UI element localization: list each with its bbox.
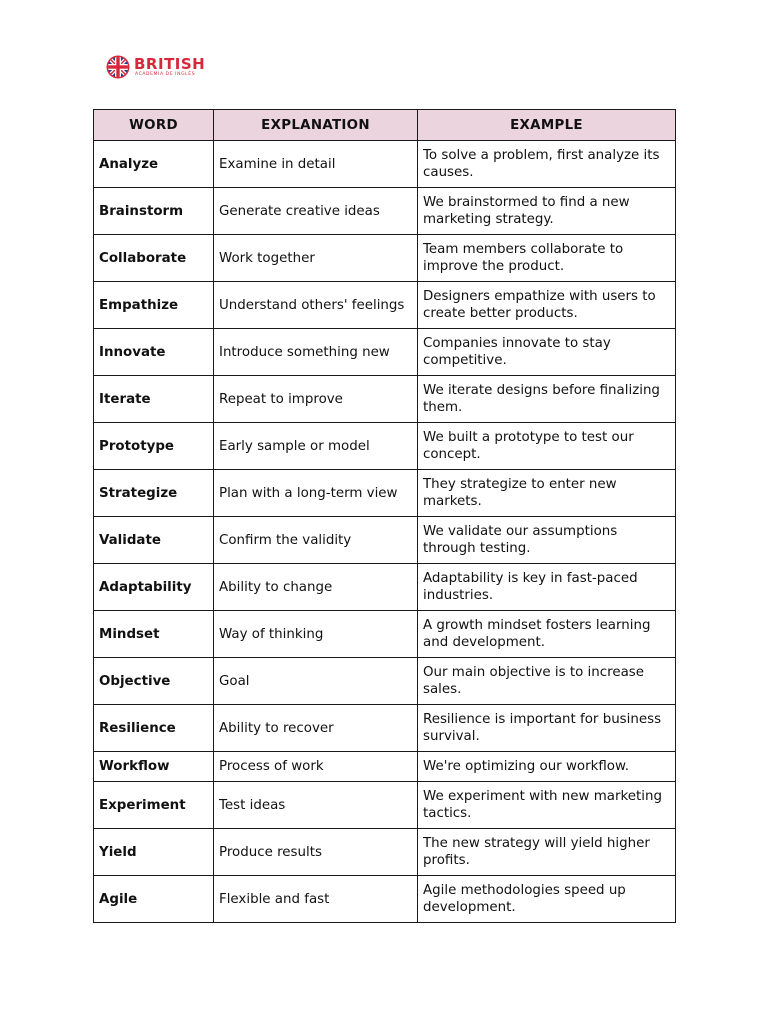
header-explanation: EXPLANATION <box>214 110 418 141</box>
table-row <box>94 282 676 329</box>
table-row <box>94 829 676 876</box>
explanation-cell: Understand others' feelings <box>214 282 418 329</box>
logo-tagline: ACADEMIA DE INGLÉS <box>135 71 196 77</box>
logo-text <box>134 54 206 78</box>
word-cell: Adaptability <box>94 564 214 611</box>
example-cell: We validate our assumptions through testing. <box>418 517 676 564</box>
table-row <box>94 329 676 376</box>
explanation-cell: Early sample or model <box>214 423 418 470</box>
explanation-cell: Work together <box>214 235 418 282</box>
word-cell: Prototype <box>94 423 214 470</box>
example-cell: Team members collaborate to improve the product. <box>418 235 676 282</box>
word-cell: Agile <box>94 876 214 923</box>
table-row <box>94 376 676 423</box>
explanation-cell: Flexible and fast <box>214 876 418 923</box>
explanation-cell: Repeat to improve <box>214 376 418 423</box>
word-cell: Analyze <box>94 141 214 188</box>
uk-flag-icon <box>106 55 130 79</box>
word-cell: Validate <box>94 517 214 564</box>
table-row <box>94 423 676 470</box>
table-row <box>94 188 676 235</box>
example-cell: A growth mindset fosters learning and development. <box>418 611 676 658</box>
header-word: WORD <box>94 110 214 141</box>
table-row <box>94 658 676 705</box>
explanation-cell: Goal <box>214 658 418 705</box>
example-cell: To solve a problem, first analyze its causes. <box>418 141 676 188</box>
explanation-cell: Plan with a long-term view <box>214 470 418 517</box>
example-cell: The new strategy will yield higher profits. <box>418 829 676 876</box>
word-cell: Iterate <box>94 376 214 423</box>
word-cell: Objective <box>94 658 214 705</box>
table-row <box>94 564 676 611</box>
table-row <box>94 470 676 517</box>
word-cell: Resilience <box>94 705 214 752</box>
table-row <box>94 782 676 829</box>
vocabulary-table <box>93 109 676 923</box>
word-cell: Experiment <box>94 782 214 829</box>
table-header-row <box>94 110 676 141</box>
example-cell: Companies innovate to stay competitive. <box>418 329 676 376</box>
example-cell: We're optimizing our workflow. <box>418 752 676 782</box>
word-cell: Strategize <box>94 470 214 517</box>
explanation-cell: Examine in detail <box>214 141 418 188</box>
word-cell: Brainstorm <box>94 188 214 235</box>
word-cell: Innovate <box>94 329 214 376</box>
word-cell: Workflow <box>94 752 214 782</box>
table-row <box>94 752 676 782</box>
word-cell: Collaborate <box>94 235 214 282</box>
word-cell: Empathize <box>94 282 214 329</box>
word-cell: Mindset <box>94 611 214 658</box>
header-example: EXAMPLE <box>418 110 676 141</box>
example-cell: We built a prototype to test our concept. <box>418 423 676 470</box>
explanation-cell: Process of work <box>214 752 418 782</box>
example-cell: Designers empathize with users to create better products. <box>418 282 676 329</box>
explanation-cell: Way of thinking <box>214 611 418 658</box>
explanation-cell: Ability to change <box>214 564 418 611</box>
word-cell: Yield <box>94 829 214 876</box>
table-row <box>94 611 676 658</box>
explanation-cell: Generate creative ideas <box>214 188 418 235</box>
explanation-cell: Ability to recover <box>214 705 418 752</box>
example-cell: Resilience is important for business survival. <box>418 705 676 752</box>
example-cell: Our main objective is to increase sales. <box>418 658 676 705</box>
table-row <box>94 876 676 923</box>
explanation-cell: Produce results <box>214 829 418 876</box>
table-row <box>94 517 676 564</box>
table-row <box>94 141 676 188</box>
example-cell: They strategize to enter new markets. <box>418 470 676 517</box>
table-row <box>94 235 676 282</box>
brand-logo <box>106 53 205 81</box>
example-cell: We brainstormed to find a new marketing strategy. <box>418 188 676 235</box>
example-cell: Adaptability is key in fast-paced industries. <box>418 564 676 611</box>
explanation-cell: Introduce something new <box>214 329 418 376</box>
explanation-cell: Confirm the validity <box>214 517 418 564</box>
explanation-cell: Test ideas <box>214 782 418 829</box>
logo-brand-name: BRITISH <box>134 54 206 73</box>
example-cell: We iterate designs before finalizing them. <box>418 376 676 423</box>
example-cell: We experiment with new marketing tactics. <box>418 782 676 829</box>
example-cell: Agile methodologies speed up development. <box>418 876 676 923</box>
table-row <box>94 705 676 752</box>
